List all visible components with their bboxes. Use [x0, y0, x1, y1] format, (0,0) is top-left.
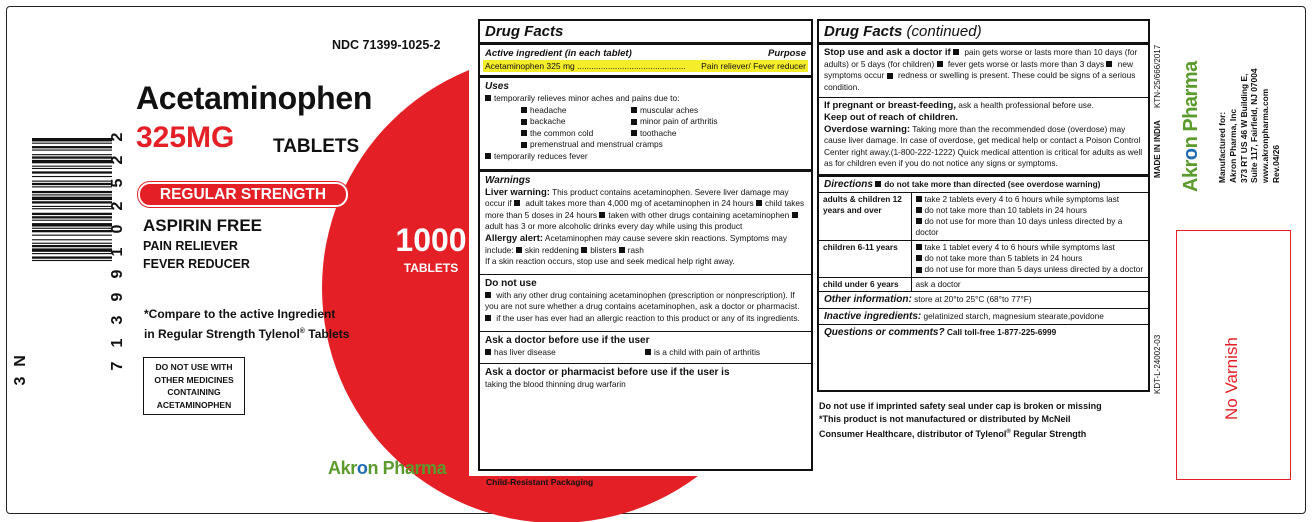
directions-section: Directions do not take more than directed (see overdose warning) adults & children 12 years and over take 2 tablets every 4 to 6 hours while symptoms last do not take more than 10 tablets in 24 hours do not use for more than 10 days unless directed by a doctor children 6-11 years take 1 tablet every 4 to 6 hours while symptoms last do not take more than 5 tablets in 24 hours do not use for more than 5 days unless directed by a doctor child under 6 years ask a doctor	[819, 174, 1148, 291]
other-information-section: Other information: store at 20°to 25°C (68°to 77°F)	[819, 291, 1148, 308]
barcode-digit-left: 3	[12, 376, 29, 386]
kdt-code: KDT-L-24002-03	[1153, 334, 1162, 394]
barcode-bar	[32, 197, 112, 200]
table-row: children 6-11 years take 1 tablet every 4 to 6 hours while symptoms last do not take more than 5 tablets in 24 hours do not use for more than 5 days unless directed by a doctor	[819, 240, 1148, 277]
barcode-bar	[32, 220, 112, 221]
barcode-bar	[32, 171, 112, 173]
barcode-bar	[32, 213, 112, 215]
ask-pharmacist-section: Ask a doctor or pharmacist before use if the user is taking the blood thinning drug warfarin	[480, 363, 811, 393]
barcode-bar	[32, 186, 112, 187]
barcode-bar	[32, 166, 112, 167]
barcode-bar	[32, 168, 112, 169]
warnings-section: Warnings Liver warning: This product contains acetaminophen. Severe liver damage may occur if adult takes more than 4,000 mg of acetaminophen in 24 hours child takes more than 5 doses in 24 hours taken with other drugs containing acetaminophen adult has 3 or more alcoholic drinks every day while using this product Allergy alert: Acetaminophen may cause severe skin reactions. Symptoms may include: skin reddening blisters rash If a skin reaction occurs, stop use and seek medical help right away.	[480, 169, 811, 270]
barcode-digit: 2	[109, 201, 126, 211]
barcode-bar	[32, 235, 112, 236]
product-name: Acetaminophen	[136, 80, 373, 116]
ndc-number: NDC 71399-1025-2	[332, 38, 441, 52]
drug-facts-continued-panel	[817, 19, 1150, 392]
barcode-bar	[32, 191, 112, 193]
claim-aspirin-free: ASPIRIN FREE	[143, 216, 263, 235]
uses-section: Uses temporarily relieves minor aches and pains due to: headache muscular aches backache minor pain of arthritis the common cold toothache premenstrual and menstrual cramps temporarily reduces fever	[480, 75, 811, 165]
manufacturer-info: Manufactured for: Akron Pharma, Inc 373 RT US 46 W Building E, Suite 117, Fairfield, NJ 07004 www.akronpharma.com Rev.04/26	[1217, 68, 1281, 183]
barcode-bar	[32, 239, 112, 240]
barcode-digit: 0	[109, 224, 126, 234]
barcode-bar	[32, 230, 112, 232]
stop-use-section: Stop use and ask a doctor if pain gets worse or lasts more than 10 days (for adults) or 5 days (for children) fever gets worse or lasts more than 3 days new symptoms occur redness or swelling is present. These could be signs of a serious condition.	[824, 47, 1138, 92]
table-row: child under 6 years ask a doctor	[819, 277, 1148, 291]
barcode-bar	[32, 228, 112, 229]
barcode-digit: 7	[109, 361, 126, 371]
claim-fever-reducer: FEVER REDUCER	[143, 257, 250, 271]
akron-pharma-logo-side: Akron Pharma	[1180, 61, 1202, 192]
barcode-bar	[32, 243, 112, 244]
claim-pain-reliever: PAIN RELIEVER	[143, 239, 238, 253]
barcode-digit: 9	[109, 270, 126, 279]
ktn-code: KTN-25/666/2017	[1153, 44, 1162, 108]
questions-section: Questions or comments? Call toll-free 1-877-225-6999	[819, 324, 1148, 341]
product-form: TABLETS	[273, 136, 360, 157]
barcode-bar	[32, 206, 112, 207]
barcode-bar	[32, 256, 112, 258]
barcode-bar	[32, 181, 112, 182]
seal-and-disclaimer: Do not use if imprinted safety seal under cap is broken or missing *This product is not manufactured or distributed by McNeil Consumer Healthcare, distributor of Tylenol® Regular Strength	[819, 401, 1102, 439]
barcode-bar	[32, 183, 112, 185]
barcode-bar	[32, 248, 112, 251]
active-ingredient-heading: Active ingredient (in each tablet)	[485, 48, 632, 59]
do-not-use-warning-box: DO NOT USE WITH OTHER MEDICINES CONTAINING ACETAMINOPHEN	[143, 357, 245, 415]
barcode-bar	[32, 146, 112, 148]
made-in-india: MADE IN INDIA	[1153, 120, 1162, 178]
barcode-bar	[32, 150, 112, 151]
compare-statement: *Compare to the active Ingredient in Regular Strength Tylenol® Tablets	[144, 307, 350, 341]
barcode-bar	[32, 160, 112, 163]
barcode-bar	[32, 201, 112, 203]
barcode-bar	[32, 138, 112, 141]
barcode-digit: 9	[109, 292, 126, 302]
do-not-use-section: Do not use with any other drug containing acetaminophen (prescription or nonprescription). If you are not sure whether a drug contains acetaminophen, ask a doctor or pharmacist. if the user has ever had an allergic reaction to this product or any of its ingredients.	[480, 274, 811, 327]
barcode-bar	[32, 208, 112, 209]
purpose-heading: Purpose	[767, 48, 806, 59]
barcode-digit-left: N	[12, 355, 29, 367]
drug-facts-panel	[478, 19, 813, 471]
no-varnish-label: No Varnish	[1222, 337, 1241, 420]
barcode-digit: 5	[109, 178, 126, 188]
barcode-digit: 3	[109, 315, 126, 325]
barcode-digit: 2	[109, 132, 126, 142]
barcode-bar	[32, 216, 112, 218]
regular-strength-badge: REGULAR STRENGTH	[138, 182, 348, 207]
barcode-bar	[32, 253, 112, 254]
tablet-count-unit: TABLETS	[403, 261, 459, 275]
tablet-count: 1000	[395, 222, 467, 258]
barcode-bar	[32, 260, 112, 261]
barcode-digit: 1	[109, 247, 126, 256]
barcode-digits	[110, 128, 126, 380]
upc-barcode	[32, 138, 112, 374]
barcode-digit: 2	[109, 155, 126, 165]
barcode-bar	[32, 143, 112, 144]
inactive-ingredients-section: Inactive ingredients: gelatinized starch, magnesium stearate,povidone	[819, 308, 1148, 325]
product-strength: 325MG	[136, 121, 235, 154]
akron-pharma-logo: Akron Pharma	[328, 458, 447, 478]
barcode-bar	[32, 154, 112, 155]
barcode-bar	[32, 176, 112, 177]
table-row: adults & children 12 years and over take 2 tablets every 4 to 6 hours while symptoms last do not take more than 10 tablets in 24 hours do not use for more than 10 days unless directed by a doctor	[819, 192, 1148, 240]
active-ingredient-row: Acetaminophen 325 mg .............................................. Pain reliever/ Fever reducer	[485, 61, 806, 71]
barcode-bar	[32, 223, 112, 226]
barcode-bar	[32, 245, 112, 247]
ask-doctor-section: Ask a doctor before use if the user has liver disease is a child with pain of arthritis	[480, 331, 811, 361]
barcode-digit: 1	[109, 338, 126, 348]
child-resistant-note: Child-Resistant Packaging	[486, 477, 594, 487]
pregnancy-section: If pregnant or breast-feeding, ask a health professional before use. Keep out of reach of children. Overdose warning: Taking more than the recommended dose (overdose) may cause liver damage. In case of overdose, get medical help or contact a Poison Control Center right away.(1-800-222-1222) Quick medical attention is critical for adults as well as for children even if you do not notice any signs or symptoms.	[819, 97, 1148, 172]
barcode-bar	[32, 156, 112, 158]
drug-facts-continued-title: Drug Facts (continued)	[819, 21, 1148, 45]
directions-table	[819, 192, 1148, 291]
barcode-bar	[32, 194, 112, 195]
drug-facts-title: Drug Facts	[480, 21, 811, 45]
